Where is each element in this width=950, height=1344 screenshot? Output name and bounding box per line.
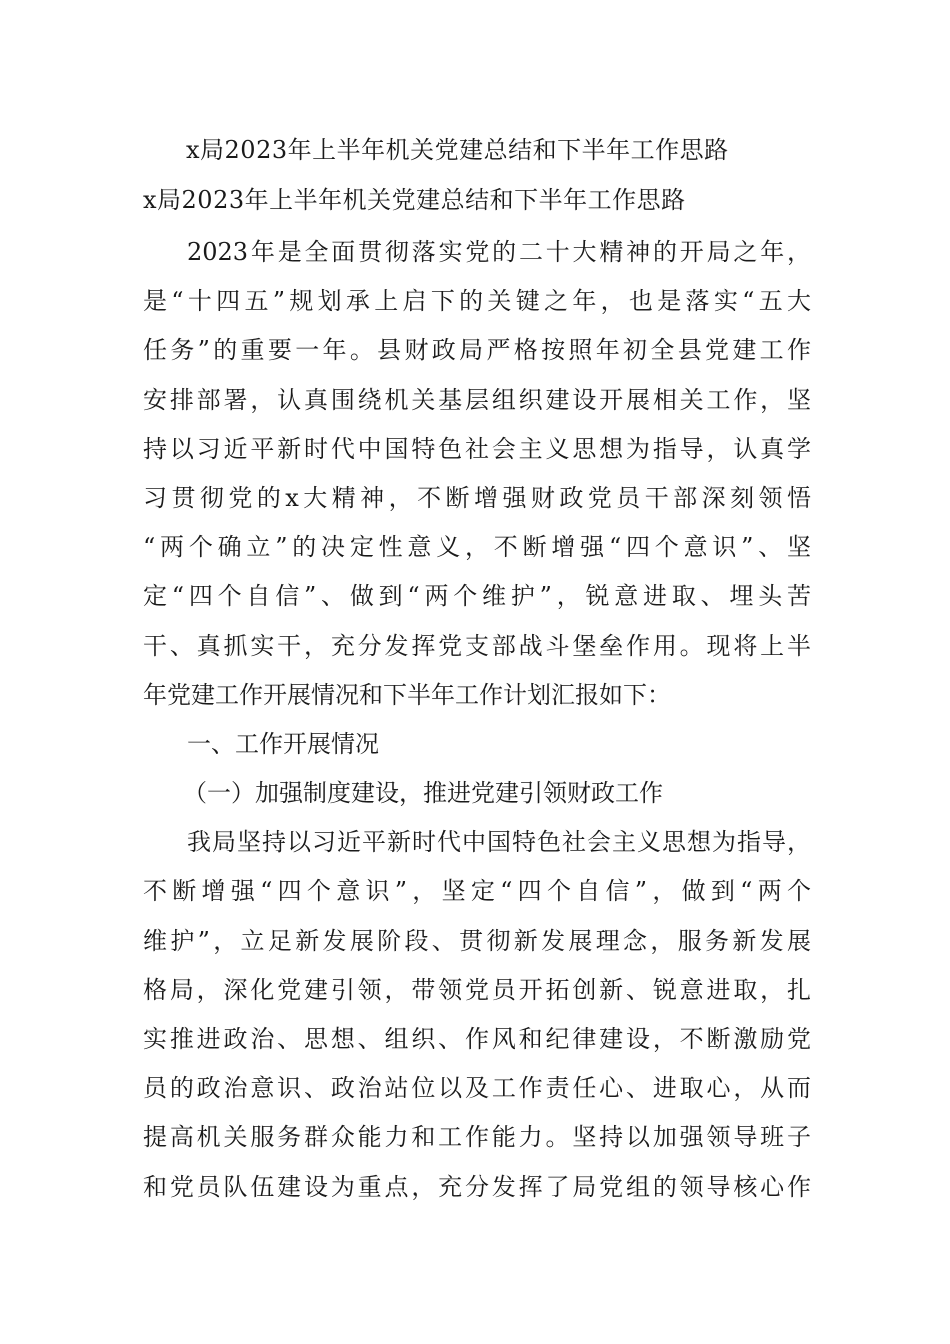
paragraph-line: 我局坚持以习近平新时代中国特色社会主义思想为指导，	[187, 828, 811, 857]
paragraph-line: 习贯彻党的x大精神，不断增强财政党员干部深刻领悟	[143, 483, 811, 512]
paragraph-line: “两个确立”的决定性意义，不断增强“四个意识”、坚	[143, 533, 811, 562]
paragraph-line: 是“十四五”规划承上启下的关键之年，也是落实“五大	[143, 287, 811, 316]
paragraph-line: 员的政治意识、政治站位以及工作责任心、进取心，从而	[143, 1074, 811, 1103]
document-title: x局2023年上半年机关党建总结和下半年工作思路	[186, 136, 729, 164]
document-subtitle: x局2023年上半年机关党建总结和下半年工作思路	[143, 186, 686, 214]
paragraph-line: 实推进政治、思想、组织、作风和纪律建设，不断激励党	[143, 1025, 811, 1053]
paragraph-line: 不断增强“四个意识”，坚定“四个自信”，做到“两个	[143, 877, 811, 906]
paragraph-line: 持以习近平新时代中国特色社会主义思想为指导，认真学	[143, 434, 811, 463]
paragraph-line: 和党员队伍建设为重点，充分发挥了局党组的领导核心作	[143, 1172, 811, 1201]
paragraph-line: 维护”，立足新发展阶段、贯彻新发展理念，服务新发展	[143, 926, 811, 955]
paragraph-line: 格局，深化党建引领，带领党员开拓创新、锐意进取，扎	[143, 975, 811, 1004]
paragraph-line: 2023年是全面贯彻落实党的二十大精神的开局之年，	[187, 238, 811, 266]
paragraph-line: 任务”的重要一年。县财政局严格按照年初全县党建工作	[143, 336, 811, 365]
section-heading: 一、工作开展情况	[187, 729, 379, 758]
paragraph-line: 年党建工作开展情况和下半年工作计划汇报如下：	[143, 680, 671, 709]
document-body	[143, 228, 811, 1212]
subsection-heading: （一）加强制度建设，推进党建引领财政工作	[183, 779, 663, 808]
paragraph-line: 干、真抓实干，充分发挥党支部战斗堡垒作用。现将上半	[143, 631, 811, 660]
paragraph-line: 安排部署，认真围绕机关基层组织建设开展相关工作，坚	[143, 385, 811, 414]
paragraph-line: 定“四个自信”、做到“两个维护”，锐意进取、埋头苦	[143, 582, 811, 611]
paragraph-line: 提高机关服务群众能力和工作能力。坚持以加强领导班子	[143, 1123, 811, 1152]
